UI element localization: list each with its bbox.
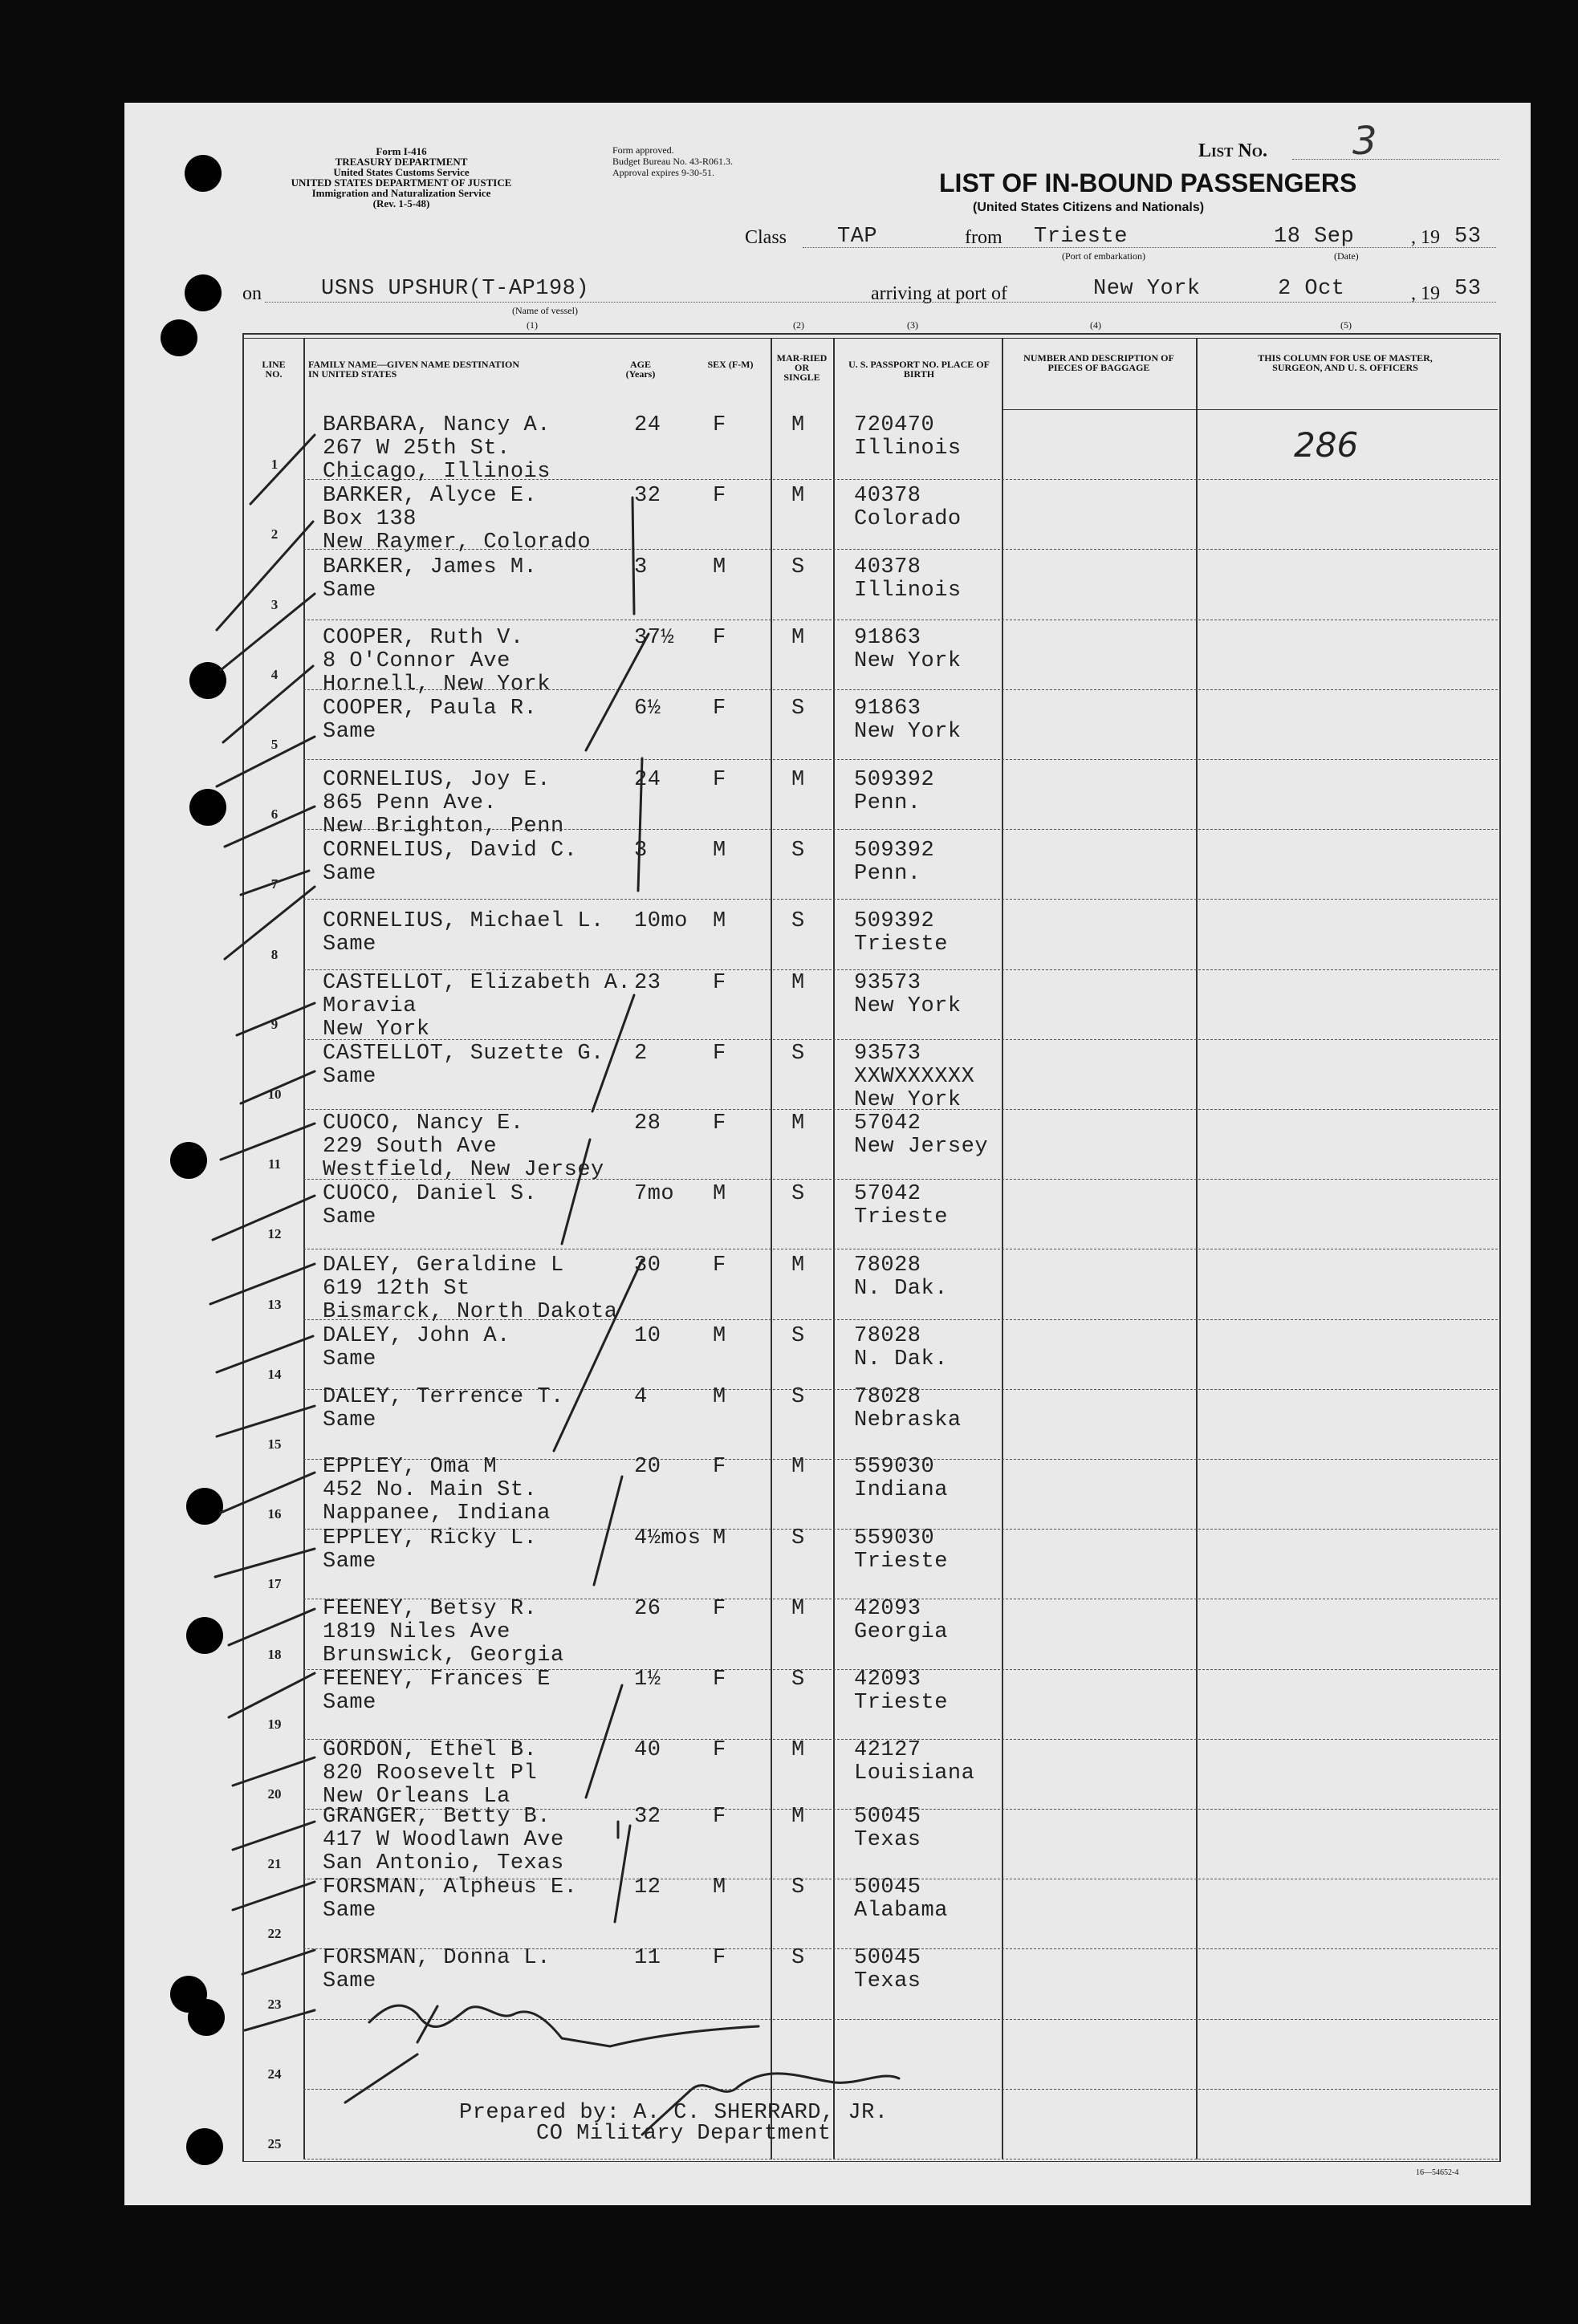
binder-hole	[170, 1142, 207, 1179]
passenger-age: 7mo	[634, 1182, 675, 1206]
passport-number: 509392	[854, 839, 935, 863]
header-sex: SEX (F-M)	[707, 359, 754, 370]
passenger-name: CASTELLOT, Elizabeth A.	[323, 971, 632, 995]
line-number: 21	[267, 1856, 282, 1871]
place-of-birth: Indiana	[854, 1478, 948, 1502]
passenger-destination: Same	[323, 1205, 376, 1229]
passport-number: 50045	[854, 1805, 921, 1829]
place-of-birth: Trieste	[854, 1550, 948, 1574]
passenger-age: 10mo	[634, 909, 688, 933]
line-number: 18	[267, 1647, 282, 1662]
passenger-age: 10	[634, 1324, 661, 1348]
passenger-destination: Same	[323, 1899, 376, 1923]
passenger-destination: Box 138	[323, 507, 417, 531]
passenger-age: 4	[634, 1385, 648, 1409]
place-of-birth: XXWXXXXXX	[854, 1065, 975, 1089]
form-revision: (Rev. 1-5-48)	[372, 197, 430, 209]
passport-number: 78028	[854, 1385, 921, 1409]
passenger-marital: S	[791, 1946, 805, 1970]
on-label: on	[242, 283, 262, 304]
passport-number: 559030	[854, 1455, 935, 1479]
header-passport: U. S. PASSPORT NO. PLACE OF BIRTH	[848, 359, 990, 380]
port-caption: (Port of embarkation)	[1062, 250, 1145, 262]
passenger-marital: S	[791, 1042, 805, 1066]
passenger-destination: San Antonio, Texas	[323, 1851, 564, 1875]
passport-number: 509392	[854, 768, 935, 792]
line-number: 24	[267, 2066, 282, 2082]
passenger-destination: Same	[323, 1408, 376, 1432]
passenger-sex: M	[713, 909, 726, 933]
header-name: FAMILY NAME—GIVEN NAME DESTINATION IN UNITED STATES	[308, 359, 520, 380]
passenger-marital: M	[791, 768, 805, 792]
passenger-sex: F	[713, 768, 726, 792]
passenger-destination: New Orleans La	[323, 1785, 510, 1809]
passenger-marital: S	[791, 555, 805, 579]
line-number: 7	[270, 876, 279, 892]
place-of-birth: Louisiana	[854, 1761, 975, 1786]
passenger-destination: Moravia	[323, 994, 417, 1018]
passenger-marital: M	[791, 1597, 805, 1621]
list-no-value: 3	[1352, 119, 1377, 164]
place-of-birth: N. Dak.	[854, 1347, 948, 1371]
passenger-age: 4½mos	[634, 1526, 702, 1550]
passport-number: 40378	[854, 555, 921, 579]
line-number: 4	[270, 667, 279, 682]
passenger-age: 24	[634, 768, 661, 792]
passenger-destination: 417 W Woodlawn Ave	[323, 1828, 564, 1852]
arriving-label: arriving at port of	[871, 283, 1007, 304]
col-num-3: (3)	[907, 319, 918, 331]
passenger-destination: 619 12th St	[323, 1277, 470, 1301]
passenger-marital: M	[791, 413, 805, 437]
passenger-sex: F	[713, 484, 726, 508]
passenger-name: CORNELIUS, Michael L.	[323, 909, 604, 933]
passenger-age: 6½	[634, 697, 661, 721]
passport-number: 40378	[854, 484, 921, 508]
binder-hole	[185, 274, 222, 311]
binder-hole	[161, 319, 197, 356]
list-no-underline	[1292, 159, 1499, 160]
passenger-age: 11	[634, 1946, 661, 1970]
place-of-birth: Colorado	[854, 507, 962, 531]
line-number: 19	[267, 1717, 282, 1732]
passenger-destination: Same	[323, 1969, 376, 1993]
justice-dept: UNITED STATES DEPARTMENT OF JUSTICE	[291, 177, 512, 189]
binder-hole	[189, 789, 226, 826]
passenger-name: CUOCO, Daniel S.	[323, 1182, 538, 1206]
passenger-name: CORNELIUS, Joy E.	[323, 768, 551, 792]
line-number: 9	[270, 1017, 279, 1032]
passenger-destination: Nappanee, Indiana	[323, 1501, 551, 1526]
line-number: 10	[267, 1087, 282, 1102]
passport-number: 559030	[854, 1526, 935, 1550]
passenger-marital: S	[791, 1385, 805, 1409]
passenger-name: CORNELIUS, David C.	[323, 839, 578, 863]
passenger-destination: Same	[323, 862, 376, 886]
approval-line-1: Form approved.	[612, 144, 674, 156]
passenger-sex: M	[713, 1182, 726, 1206]
passenger-marital: M	[791, 1738, 805, 1762]
col-num-2: (2)	[793, 319, 804, 331]
passenger-destination: New Raymer, Colorado	[323, 530, 592, 555]
place-of-birth: New York	[854, 720, 962, 744]
place-of-birth: Penn.	[854, 791, 921, 815]
passenger-destination: Bismarck, North Dakota	[323, 1300, 618, 1324]
form-code: 16—54652-4	[1416, 2168, 1459, 2177]
line-number: 5	[270, 737, 279, 752]
passport-number: 78028	[854, 1324, 921, 1348]
passenger-age: 24	[634, 413, 661, 437]
passenger-marital: S	[791, 1182, 805, 1206]
line-number: 14	[267, 1367, 282, 1382]
passenger-name: FEENEY, Frances E	[323, 1668, 551, 1692]
passenger-age: 26	[634, 1597, 661, 1621]
passport-number: 50045	[854, 1875, 921, 1899]
passenger-name: EPPLEY, Ricky L.	[323, 1526, 538, 1550]
passenger-destination: Same	[323, 932, 376, 957]
passenger-sex: M	[713, 555, 726, 579]
place-of-birth: Alabama	[854, 1899, 948, 1923]
passenger-name: BARKER, Alyce E.	[323, 484, 538, 508]
arrival-year-prefix: , 19	[1411, 283, 1440, 304]
passenger-age: 32	[634, 1805, 661, 1829]
binder-hole	[186, 2128, 223, 2165]
place-of-birth: New York	[854, 1088, 962, 1112]
passenger-marital: M	[791, 1111, 805, 1136]
passenger-age: 37½	[634, 626, 675, 650]
embarkation-date: 18 Sep	[1274, 225, 1355, 249]
passenger-destination: 229 South Ave	[323, 1135, 498, 1159]
passenger-sex: F	[713, 1946, 726, 1970]
embark-year-prefix: , 19	[1411, 227, 1440, 248]
class-label: Class	[745, 227, 787, 248]
approval-block	[612, 144, 733, 178]
approval-line-2: Budget Bureau No. 43-R061.3.	[612, 156, 733, 167]
passport-number: 91863	[854, 626, 921, 650]
row-rule	[303, 2019, 1498, 2020]
passport-number: 42127	[854, 1738, 921, 1762]
passenger-age: 30	[634, 1253, 661, 1278]
passport-number: 93573	[854, 971, 921, 995]
passenger-sex: F	[713, 1668, 726, 1692]
passenger-marital: M	[791, 1805, 805, 1829]
line-number: 17	[267, 1576, 282, 1591]
header-officers: THIS COLUMN FOR USE OF MASTER, SURGEON, AND U. S. OFFICERS	[1258, 352, 1433, 373]
passenger-age: 28	[634, 1111, 661, 1136]
passenger-name: GRANGER, Betty B.	[323, 1805, 551, 1829]
passport-number: 93573	[854, 1042, 921, 1066]
passenger-destination: New Brighton, Penn	[323, 815, 564, 839]
passenger-name: FORSMAN, Alpheus E.	[323, 1875, 578, 1899]
passport-number: 509392	[854, 909, 935, 933]
passenger-marital: S	[791, 839, 805, 863]
passport-number: 57042	[854, 1111, 921, 1136]
vessel-line	[265, 302, 1496, 303]
line-number: 13	[267, 1297, 282, 1312]
row-rule	[303, 899, 1498, 900]
passenger-destination: 1819 Niles Ave	[323, 1620, 510, 1644]
passenger-sex: M	[713, 1875, 726, 1899]
passenger-sex: F	[713, 971, 726, 995]
passenger-sex: F	[713, 1253, 726, 1278]
place-of-birth: Trieste	[854, 932, 948, 957]
passenger-name: BARBARA, Nancy A.	[323, 413, 551, 437]
passenger-name: DALEY, Terrence T.	[323, 1385, 564, 1409]
passport-number: 42093	[854, 1597, 921, 1621]
date-caption: (Date)	[1334, 250, 1359, 262]
line-number: 3	[270, 597, 279, 612]
passenger-age: 23	[634, 971, 661, 995]
passenger-age: 2	[634, 1042, 648, 1066]
binder-hole	[185, 155, 222, 192]
passenger-name: FORSMAN, Donna L.	[323, 1946, 551, 1970]
header-married: MAR-RIED OR SINGLE	[776, 352, 828, 383]
line-number: 12	[267, 1226, 282, 1241]
line-number: 6	[270, 806, 279, 822]
row-rule	[303, 1039, 1498, 1040]
place-of-birth: N. Dak.	[854, 1277, 948, 1301]
passenger-destination: Same	[323, 1347, 376, 1371]
passenger-destination: Same	[323, 720, 376, 744]
from-label: from	[965, 227, 1003, 248]
passenger-destination: Same	[323, 1065, 376, 1089]
line-number: 2	[270, 526, 279, 542]
passenger-marital: S	[791, 1668, 805, 1692]
prepared-dept: CO Military Department	[536, 2122, 832, 2146]
passenger-destination: 267 W 25th St.	[323, 437, 510, 461]
row-rule	[303, 2089, 1498, 2090]
header-age: AGE (Years)	[625, 359, 656, 380]
passenger-sex: F	[713, 1597, 726, 1621]
passenger-age: 32	[634, 484, 661, 508]
passenger-destination: Brunswick, Georgia	[323, 1643, 564, 1668]
passenger-destination: Westfield, New Jersey	[323, 1158, 604, 1182]
passenger-marital: M	[791, 971, 805, 995]
form-number: Form I-416	[376, 145, 427, 157]
passenger-marital: M	[791, 484, 805, 508]
customs-service: United States Customs Service	[333, 166, 470, 178]
col-num-1: (1)	[527, 319, 538, 331]
treasury-dept: TREASURY DEPARTMENT	[335, 156, 468, 168]
passenger-name: COOPER, Ruth V.	[323, 626, 524, 650]
binder-hole	[188, 1999, 225, 2036]
passenger-sex: F	[713, 697, 726, 721]
place-of-birth: New York	[854, 649, 962, 673]
passenger-name: COOPER, Paula R.	[323, 697, 538, 721]
page-subtitle: (United States Citizens and Nationals)	[973, 201, 1205, 214]
passenger-destination: 8 O'Connor Ave	[323, 649, 510, 673]
passenger-age: 3	[634, 555, 648, 579]
ins-service: Immigration and Naturalization Service	[311, 187, 491, 199]
binder-hole	[186, 1488, 223, 1525]
passenger-marital: M	[791, 1455, 805, 1479]
passenger-age: 3	[634, 839, 648, 863]
col-num-4: (4)	[1090, 319, 1101, 331]
passport-number: 78028	[854, 1253, 921, 1278]
passenger-sex: M	[713, 1526, 726, 1550]
embarkation-port: Trieste	[1034, 225, 1128, 249]
place-of-birth: Georgia	[854, 1620, 948, 1644]
passenger-marital: S	[791, 909, 805, 933]
line-number: 15	[267, 1436, 282, 1452]
line-number: 20	[267, 1786, 282, 1802]
passenger-sex: M	[713, 839, 726, 863]
passenger-name: CASTELLOT, Suzette G.	[323, 1042, 604, 1066]
row-rule	[303, 759, 1498, 760]
place-of-birth: Texas	[854, 1828, 921, 1852]
place-of-birth: Nebraska	[854, 1408, 962, 1432]
passenger-destination: Hornell, New York	[323, 672, 551, 697]
place-of-birth: Texas	[854, 1969, 921, 1993]
class-line	[803, 247, 1496, 248]
passenger-name: DALEY, John A.	[323, 1324, 510, 1348]
passenger-sex: F	[713, 413, 726, 437]
passenger-name: EPPLEY, Oma M	[323, 1455, 498, 1479]
passenger-name: GORDON, Ethel B.	[323, 1738, 538, 1762]
passport-number: 50045	[854, 1946, 921, 1970]
line-number: 25	[267, 2136, 282, 2151]
place-of-birth: Penn.	[854, 862, 921, 886]
passenger-age: 20	[634, 1455, 661, 1479]
line-number: 11	[267, 1156, 282, 1172]
passenger-sex: F	[713, 1111, 726, 1136]
passenger-destination: Same	[323, 579, 376, 603]
arrival-year: 53	[1454, 277, 1482, 301]
passenger-sex: M	[713, 1324, 726, 1348]
arrival-date: 2 Oct	[1278, 277, 1345, 301]
passenger-marital: M	[791, 626, 805, 650]
line-number: 8	[270, 947, 279, 962]
passenger-name: FEENEY, Betsy R.	[323, 1597, 538, 1621]
place-of-birth: Trieste	[854, 1691, 948, 1715]
place-of-birth: Illinois	[854, 437, 962, 461]
passport-number: 57042	[854, 1182, 921, 1206]
line-number: 23	[267, 1997, 282, 2012]
passenger-marital: S	[791, 1324, 805, 1348]
passenger-destination: Same	[323, 1550, 376, 1574]
passport-number: 720470	[854, 413, 935, 437]
header-bottom	[1002, 409, 1498, 410]
passenger-marital: S	[791, 697, 805, 721]
passenger-destination: New York	[323, 1018, 430, 1042]
passenger-marital: S	[791, 1875, 805, 1899]
binder-hole	[186, 1617, 223, 1654]
passenger-sex: F	[713, 1455, 726, 1479]
page-title: LIST OF IN-BOUND PASSENGERS	[939, 169, 1357, 197]
approval-line-3: Approval expires 9-30-51.	[612, 167, 714, 178]
place-of-birth: Illinois	[854, 579, 962, 603]
passenger-destination: Same	[323, 1691, 376, 1715]
officer-annotation: 286	[1294, 425, 1359, 465]
class-value: TAP	[837, 225, 878, 249]
passport-number: 42093	[854, 1668, 921, 1692]
table-top-double	[242, 338, 1498, 339]
passenger-destination: 452 No. Main St.	[323, 1478, 538, 1502]
form-identifier	[241, 146, 562, 209]
passenger-marital: M	[791, 1253, 805, 1278]
header-baggage: NUMBER AND DESCRIPTION OF PIECES OF BAGGAGE	[1023, 352, 1174, 373]
prepared-by: Prepared by: A. C. SHERRARD, JR.	[459, 2101, 889, 2125]
vessel-name: USNS UPSHUR(T-AP198)	[321, 277, 590, 301]
binder-hole	[189, 662, 226, 699]
passenger-destination: Chicago, Illinois	[323, 460, 551, 484]
passenger-name: BARKER, James M.	[323, 555, 538, 579]
passenger-sex: F	[713, 1738, 726, 1762]
line-number: 16	[267, 1506, 282, 1522]
place-of-birth: New Jersey	[854, 1135, 989, 1159]
arrival-port: New York	[1093, 277, 1201, 301]
line-number: 1	[270, 457, 279, 472]
line-number: 22	[267, 1926, 282, 1941]
passenger-sex: F	[713, 1042, 726, 1066]
passenger-marital: S	[791, 1526, 805, 1550]
place-of-birth: Trieste	[854, 1205, 948, 1229]
passenger-age: 1½	[634, 1668, 661, 1692]
place-of-birth: New York	[854, 994, 962, 1018]
passenger-name: CUOCO, Nancy E.	[323, 1111, 524, 1136]
passenger-sex: F	[713, 626, 726, 650]
vessel-caption: (Name of vessel)	[512, 305, 578, 316]
passport-number: 91863	[854, 697, 921, 721]
list-no-label: List No.	[1198, 140, 1267, 161]
passenger-sex: F	[713, 1805, 726, 1829]
passenger-sex: M	[713, 1385, 726, 1409]
passenger-age: 12	[634, 1875, 661, 1899]
header-line-no: LINE NO.	[262, 359, 286, 380]
col-num-5: (5)	[1340, 319, 1352, 331]
passenger-age: 40	[634, 1738, 661, 1762]
passenger-destination: 865 Penn Ave.	[323, 791, 498, 815]
row-rule	[303, 969, 1498, 970]
passenger-name: DALEY, Geraldine L	[323, 1253, 564, 1278]
embarkation-year: 53	[1454, 225, 1482, 249]
passenger-destination: 820 Roosevelt Pl	[323, 1761, 538, 1786]
